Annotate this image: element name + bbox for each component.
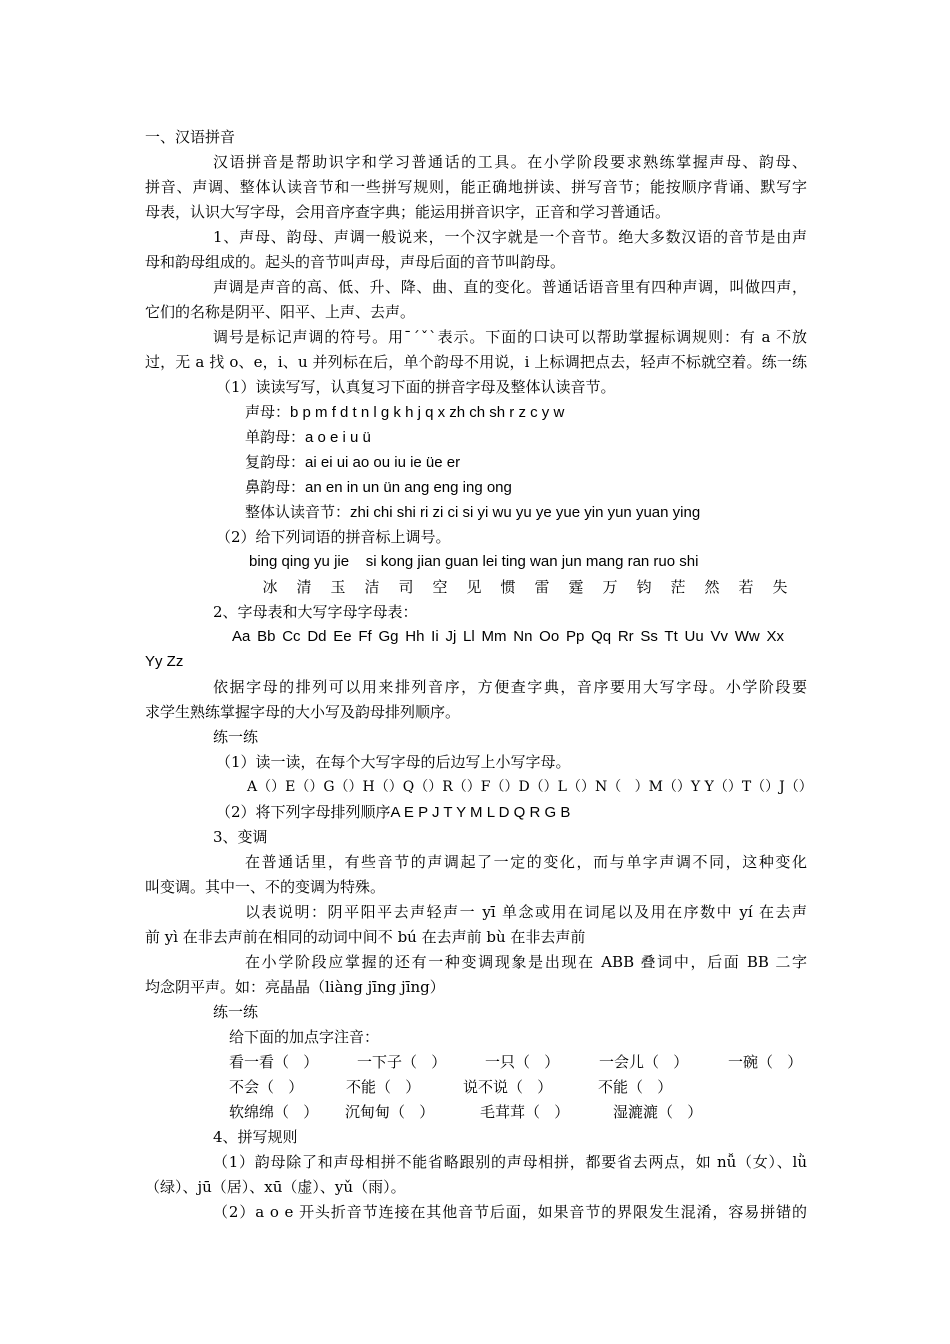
- biyunmu-row: [245, 477, 512, 498]
- exercise-4-row: [216, 802, 570, 823]
- exercise-5-row-3: [229, 1102, 807, 1122]
- zhengti-row: [245, 502, 700, 523]
- exercise-5-item: 软绵绵（ ）: [229, 1103, 319, 1121]
- biandiao-p3-line-1: 在小学阶段应掌握的还有一种变调现象是出现在 ABB 叠词中，后面 BB 二字: [245, 953, 807, 971]
- exercise-2-char: 空: [432, 578, 448, 596]
- practice-label: 练一练: [213, 728, 259, 746]
- rule-2-line-1: （2）a o e 开头折音节连接在其他音节后面，如果音节的界限发生混淆，容易拼错的: [213, 1203, 807, 1221]
- exercise-2-char: 雷: [534, 578, 550, 596]
- intro-line-1: 汉语拼音是帮助识字和学习普通话的工具。在小学阶段要求熟练掌握声母、韵母、: [213, 153, 807, 171]
- fuyunmu-value: ai ei ui ao ou iu ie üe er: [305, 454, 461, 471]
- exercise-5-item: 毛茸茸（ ）: [480, 1103, 570, 1121]
- alphabet-line-1: Aa Bb Cc Dd Ee Ff Gg Hh Ii Jj Ll Mm Nn Oo Pp Qq Rr Ss Tt Uu Vv Ww Xx: [232, 628, 784, 645]
- section-2-title: 2、字母表和大写字母字母表：: [213, 603, 418, 621]
- zhengti-value: zhi chi shi ri zi ci si yi wu yu ye yue yin yun yuan ying: [350, 504, 701, 521]
- paragraph-3-line-1: 调号是标记声调的符号。用ˉˊˇˋ表示。下面的口诀可以帮助掌握标调规则：有 a 不放: [213, 328, 807, 346]
- exercise-2-char: 冰: [262, 578, 278, 596]
- exercise-5-item: 说不说（ ）: [463, 1078, 553, 1096]
- exercise-5-item: 一只（ ）: [485, 1053, 560, 1071]
- fuyunmu-row: [245, 452, 460, 473]
- exercise-2-char: 清: [296, 578, 312, 596]
- exercise-5-row-2: [229, 1077, 807, 1097]
- paragraph-3-line-2: 过，无 a 找 o、e，i、u 并列标在后，单个韵母不用说，i 上标调把点去，轻声不标就空着。练一练: [145, 353, 807, 371]
- exercise-5-item: 不会（ ）: [229, 1078, 304, 1096]
- exercise-2-char: 霆: [568, 578, 584, 596]
- section-4-title: 4、拼写规则: [213, 1128, 298, 1146]
- order-text-line-1: 依据字母的排列可以用来排列音序，方便查字典，音序要用大写字母。小学阶段要: [213, 678, 807, 696]
- exercise-2-title: （2）给下列词语的拼音标上调号。: [216, 528, 451, 546]
- exercise-5-item: 一下子（ ）: [357, 1053, 447, 1071]
- biandiao-p2-line-1: 以表说明：阴平阳平去声轻声一 yī 单念或用在词尾以及用在序数中 yí 在去声: [245, 903, 807, 921]
- shengmu-label: 声母：: [245, 403, 291, 421]
- exercise-2-char: 见: [466, 578, 482, 596]
- rule-1-line-1: （1）韵母除了和声母相拼不能省略跟别的声母相拼，都要省去两点，如 nǚ（女）、lǜ: [213, 1153, 807, 1171]
- exercise-4-letters: A E P J T Y M L D Q R G B: [390, 804, 571, 821]
- exercise-1-title: （1）读读写写，认真复习下面的拼音字母及整体认读音节。: [216, 378, 616, 396]
- exercise-5-item: 不能（ ）: [346, 1078, 421, 1096]
- exercise-5-title: 给下面的加点字注音：: [229, 1028, 380, 1046]
- order-text-line-2: 求学生熟练掌握字母的大小写及韵母排列顺序。: [145, 703, 461, 721]
- shengmu-value: b p m f d t n l g k h j q x zh ch sh r z c y w: [290, 404, 565, 421]
- exercise-2-char: 司: [398, 578, 414, 596]
- exercise-2-char: 失: [772, 578, 788, 596]
- biandiao-p3-line-2: 均念阴平声。如：亮晶晶（liàng jīng jīng）: [145, 978, 445, 996]
- biyunmu-value: an en in un ün ang eng ing ong: [305, 479, 512, 496]
- section-title: 一、汉语拼音: [145, 128, 236, 146]
- shengmu-row: [245, 402, 564, 423]
- exercise-5-item: 沉甸甸（ ）: [345, 1103, 435, 1121]
- paragraph-2-line-2: 它们的名称是阴平、阳平、上声、去声。: [145, 303, 416, 321]
- practice-2-label: 练一练: [213, 1003, 259, 1021]
- exercise-2-char: 若: [738, 578, 754, 596]
- danyunmu-row: [245, 427, 371, 448]
- exercise-2-char: 洁: [364, 578, 380, 596]
- rule-1-line-2: （绿）、jū（居）、xū（虚）、yǔ（雨）。: [145, 1178, 406, 1196]
- exercise-2-char: 然: [704, 578, 720, 596]
- zhengti-label: 整体认读音节：: [245, 503, 351, 521]
- biandiao-p1-line-1: 在普通话里，有些音节的声调起了一定的变化，而与单字声调不同，这种变化: [245, 853, 807, 871]
- exercise-3-title: （1）读一读，在每个大写字母的后边写上小写字母。: [216, 753, 571, 771]
- exercise-2-char: 玉: [330, 578, 346, 596]
- exercise-2-pinyin: bing qing yu jie si kong jian guan lei ting wan jun mang ran ruo shi: [249, 553, 699, 570]
- exercise-2-char: 万: [602, 578, 618, 596]
- exercise-4-prefix: （2）将下列字母排列顺序: [216, 803, 391, 821]
- paragraph-1-line-2: 母和韵母组成的。起头的音节叫声母，声母后面的音节叫韵母。: [145, 253, 566, 271]
- alphabet-line-2: Yy Zz: [145, 653, 184, 670]
- exercise-5-item: 看一看（ ）: [229, 1053, 319, 1071]
- exercise-5-item: 不能（ ）: [598, 1078, 673, 1096]
- paragraph-2-line-1: 声调是声音的高、低、升、降、曲、直的变化。普通话语音里有四种声调，叫做四声，: [213, 278, 807, 296]
- section-3-title: 3、变调: [213, 828, 268, 846]
- fuyunmu-label: 复韵母：: [245, 453, 306, 471]
- paragraph-1-line-1: 1、声母、韵母、声调一般说来，一个汉字就是一个音节。绝大多数汉语的音节是由声: [213, 228, 807, 246]
- exercise-3-letters: A（）E（）G（）H（）Q（）R（）F（）D（）L（）N（ ）M（）Y Y（）T（）J（）: [247, 779, 813, 795]
- exercise-5-item: 一碗（ ）: [728, 1053, 803, 1071]
- intro-line-2: 拼音、声调、整体认读音节和一些拼写规则，能正确地拼读、拼写音节；能按顺序背诵、默写字: [145, 178, 807, 196]
- biandiao-p1-line-2: 叫变调。其中一、不的变调为特殊。: [145, 878, 386, 896]
- danyunmu-label: 单韵母：: [245, 428, 306, 446]
- exercise-2-characters: [255, 577, 807, 597]
- exercise-5-item: 一会儿（ ）: [599, 1053, 689, 1071]
- exercise-2-char: 惯: [500, 578, 516, 596]
- exercise-2-char: 茫: [670, 578, 686, 596]
- exercise-5-item: 湿漉漉（ ）: [613, 1103, 703, 1121]
- intro-line-3: 母表，认识大写字母，会用音序查字典；能运用拼音识字，正音和学习普通话。: [145, 203, 671, 221]
- danyunmu-value: a o e i u ü: [305, 429, 371, 446]
- exercise-2-char: 钧: [636, 578, 652, 596]
- biyunmu-label: 鼻韵母：: [245, 478, 306, 496]
- exercise-5-row-1: [229, 1052, 807, 1072]
- biandiao-p2-line-2: 前 yì 在非去声前在相同的动词中间不 bú 在去声前 bù 在非去声前: [145, 928, 586, 946]
